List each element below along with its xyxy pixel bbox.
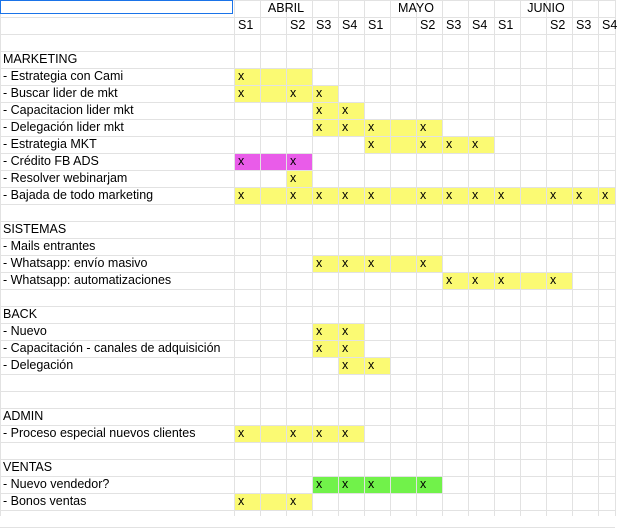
month-header: ABRIL [267, 1, 305, 15]
task-label[interactable]: - Capacitacion lider mkt [3, 103, 134, 117]
task-mark[interactable]: x [316, 477, 323, 491]
column-gridline [546, 0, 547, 516]
task-mark[interactable]: x [420, 256, 427, 270]
week-header: S2 [550, 18, 566, 32]
task-mark[interactable]: x [368, 477, 375, 491]
task-mark[interactable]: x [316, 120, 323, 134]
row-gridline [0, 221, 615, 222]
task-label[interactable]: - Nuevo [3, 324, 47, 338]
task-label[interactable]: - Crédito FB ADS [3, 154, 99, 168]
highlight-cell [390, 187, 416, 204]
task-mark[interactable]: x [316, 324, 323, 338]
highlight-cell [286, 68, 312, 85]
row-gridline [0, 204, 615, 205]
task-mark[interactable]: x [472, 137, 479, 151]
task-mark[interactable]: x [420, 477, 427, 491]
column-gridline [442, 0, 443, 516]
row-gridline [0, 459, 615, 460]
row-gridline [0, 306, 615, 307]
task-mark[interactable]: x [342, 341, 349, 355]
row-gridline [0, 17, 615, 18]
highlight-cell [390, 476, 416, 493]
task-mark[interactable]: x [238, 86, 245, 100]
week-header: S1 [368, 18, 384, 32]
selected-cell[interactable] [0, 0, 233, 14]
task-mark[interactable]: x [498, 188, 505, 202]
task-mark[interactable]: x [342, 256, 349, 270]
task-mark[interactable]: x [342, 477, 349, 491]
task-mark[interactable]: x [368, 137, 375, 151]
column-gridline [520, 0, 521, 516]
task-mark[interactable]: x [316, 341, 323, 355]
highlight-cell [260, 425, 286, 442]
task-label[interactable]: - Proceso especial nuevos clientes [3, 426, 196, 440]
task-mark[interactable]: x [290, 154, 297, 168]
task-label[interactable]: - Resolver webinarjam [3, 171, 128, 185]
task-mark[interactable]: x [550, 188, 557, 202]
week-header: S1 [238, 18, 254, 32]
column-gridline [615, 0, 616, 516]
section-title[interactable]: BACK [3, 307, 38, 321]
column-gridline [468, 0, 469, 516]
task-mark[interactable]: x [290, 86, 297, 100]
row-gridline [0, 391, 615, 392]
task-mark[interactable]: x [316, 256, 323, 270]
row-gridline [0, 357, 615, 358]
task-label[interactable]: - Whatsapp: automatizaciones [3, 273, 172, 287]
week-header: S2 [420, 18, 436, 32]
row-gridline [0, 374, 615, 375]
task-mark[interactable]: x [238, 494, 245, 508]
section-title[interactable]: SISTEMAS [3, 222, 67, 236]
task-label[interactable]: - Delegación lider mkt [3, 120, 124, 134]
task-mark[interactable]: x [342, 426, 349, 440]
task-mark[interactable]: x [290, 494, 297, 508]
column-gridline [494, 0, 495, 516]
task-mark[interactable]: x [342, 120, 349, 134]
week-header: S2 [290, 18, 306, 32]
week-header: S3 [576, 18, 592, 32]
highlight-cell [390, 119, 416, 136]
task-mark[interactable]: x [576, 188, 583, 202]
task-mark[interactable]: x [316, 188, 323, 202]
task-mark[interactable]: x [290, 188, 297, 202]
task-mark[interactable]: x [316, 103, 323, 117]
row-gridline [0, 510, 615, 511]
section-title[interactable]: VENTAS [3, 460, 53, 474]
week-header: S1 [498, 18, 514, 32]
task-label[interactable]: - Nuevo vendedor? [3, 477, 110, 491]
task-mark[interactable]: x [368, 256, 375, 270]
week-header: S4 [602, 18, 617, 32]
highlight-cell [260, 68, 286, 85]
column-gridline [598, 0, 599, 516]
task-mark[interactable]: x [342, 103, 349, 117]
section-title[interactable]: MARKETING [3, 52, 78, 66]
task-mark[interactable]: x [342, 188, 349, 202]
row-gridline [0, 289, 615, 290]
task-mark[interactable]: x [602, 188, 609, 202]
section-title[interactable]: ADMIN [3, 409, 44, 423]
row-gridline [0, 323, 615, 324]
month-header: JUNIO [527, 1, 565, 15]
task-mark[interactable]: x [316, 86, 323, 100]
task-label[interactable]: - Delegación [3, 358, 74, 372]
task-mark[interactable]: x [472, 273, 479, 287]
task-label[interactable]: - Estrategia MKT [3, 137, 97, 151]
highlight-cell [260, 493, 286, 510]
task-mark[interactable]: x [550, 273, 557, 287]
task-mark[interactable]: x [290, 171, 297, 185]
column-gridline [390, 0, 391, 516]
column-gridline [260, 0, 261, 516]
row-gridline [0, 34, 615, 35]
week-header: S3 [446, 18, 462, 32]
task-mark[interactable]: x [238, 69, 245, 83]
month-header: MAYO [398, 1, 434, 15]
highlight-cell [520, 187, 546, 204]
highlight-cell [390, 136, 416, 153]
task-mark[interactable]: x [446, 188, 453, 202]
task-mark[interactable]: x [420, 188, 427, 202]
task-mark[interactable]: x [446, 137, 453, 151]
week-header: S3 [316, 18, 332, 32]
task-mark[interactable]: x [238, 188, 245, 202]
row-gridline [0, 493, 615, 494]
task-label[interactable]: - Capacitación - canales de adquisición [3, 341, 221, 355]
task-mark[interactable]: x [316, 426, 323, 440]
highlight-cell [390, 255, 416, 272]
highlight-cell [260, 153, 286, 170]
task-mark[interactable]: x [420, 120, 427, 134]
task-mark[interactable]: x [472, 188, 479, 202]
task-mark[interactable]: x [342, 324, 349, 338]
task-label[interactable]: - Buscar lider de mkt [3, 86, 118, 100]
highlight-cell [260, 187, 286, 204]
task-label[interactable]: - Mails entrantes [3, 239, 96, 253]
task-mark[interactable]: x [420, 137, 427, 151]
row-gridline [0, 408, 615, 409]
task-mark[interactable]: x [342, 358, 349, 372]
task-mark[interactable]: x [498, 273, 505, 287]
week-header: S4 [342, 18, 358, 32]
column-gridline [572, 0, 573, 516]
task-label[interactable]: - Whatsapp: envío masivo [3, 256, 148, 270]
row-gridline [0, 51, 615, 52]
row-gridline [0, 442, 615, 443]
task-mark[interactable]: x [368, 188, 375, 202]
task-mark[interactable]: x [290, 426, 297, 440]
highlight-cell [260, 85, 286, 102]
week-header: S4 [472, 18, 488, 32]
task-label[interactable]: - Bonos ventas [3, 494, 87, 508]
task-mark[interactable]: x [368, 120, 375, 134]
task-label[interactable]: - Bajada de todo marketing [3, 188, 154, 202]
task-mark[interactable]: x [446, 273, 453, 287]
task-label[interactable]: - Estrategia con Cami [3, 69, 124, 83]
highlight-cell [520, 272, 546, 289]
task-mark[interactable]: x [238, 154, 245, 168]
task-mark[interactable]: x [368, 358, 375, 372]
task-mark[interactable]: x [238, 426, 245, 440]
